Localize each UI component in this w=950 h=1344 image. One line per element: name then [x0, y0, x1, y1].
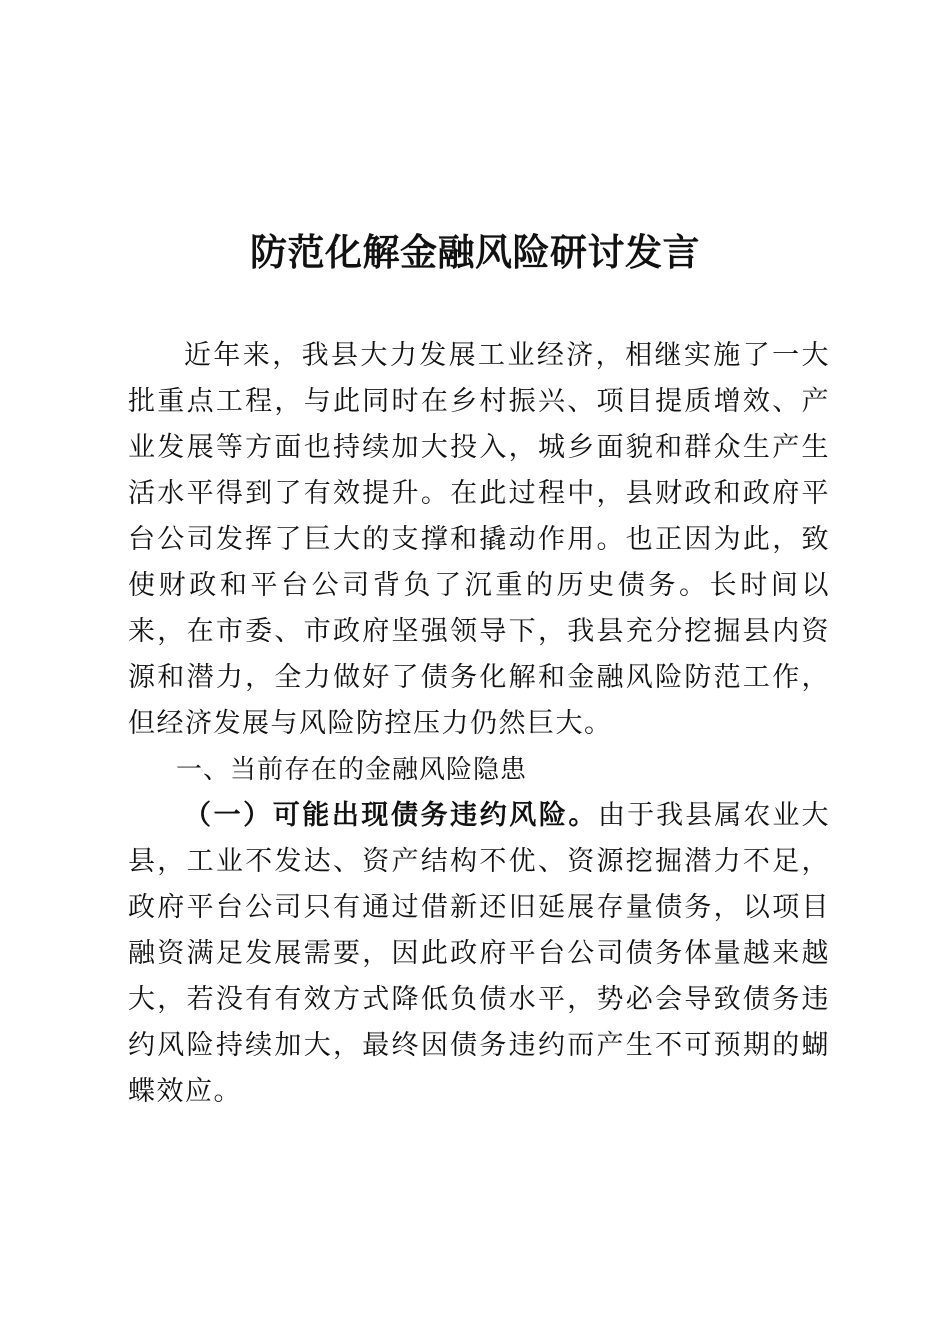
document-title: 防范化解金融风险研讨发言: [250, 230, 700, 274]
intro-paragraph: 近年来，我县大力发展工业经济，相继实施了一大批重点工程，与此同时在乡村振兴、项目提质增效、产业发展等方面也持续加大投入，城乡面貌和群众生产生活水平得到了有效提升。在此过程中，县财政和政府平台公司发挥了巨大的支撑和撬动作用。也正因为此，致使财政和平台公司背负了沉重的历史债务。长时间以来，在市委、市政府坚强领导下，我县充分挖掘县内资源和潜力，全力做好了债务化解和金融风险防范工作，但经济发展与风险防控压力仍然巨大。: [128, 340, 830, 739]
section-heading: 一、当前存在的金融风险隐患: [176, 755, 528, 785]
risk-item-paragraph: [128, 793, 830, 1115]
risk-item-text: 由于我县属农业大县，工业不发达、资产结构不优、资源挖掘潜力不足，政府平台公司只有通过借新还旧延展存量债务，以项目融资满足发展需要，因此政府平台公司债务体量越来越大，若没有有效方式降低负债水平，势必会导致债务违约风险持续加大，最终因债务违约而产生不可预期的蝴蝶效应。: [128, 800, 830, 1107]
document-body: [128, 333, 830, 1115]
risk-item-lead: （一）可能出现债务违约风险。: [184, 800, 598, 831]
